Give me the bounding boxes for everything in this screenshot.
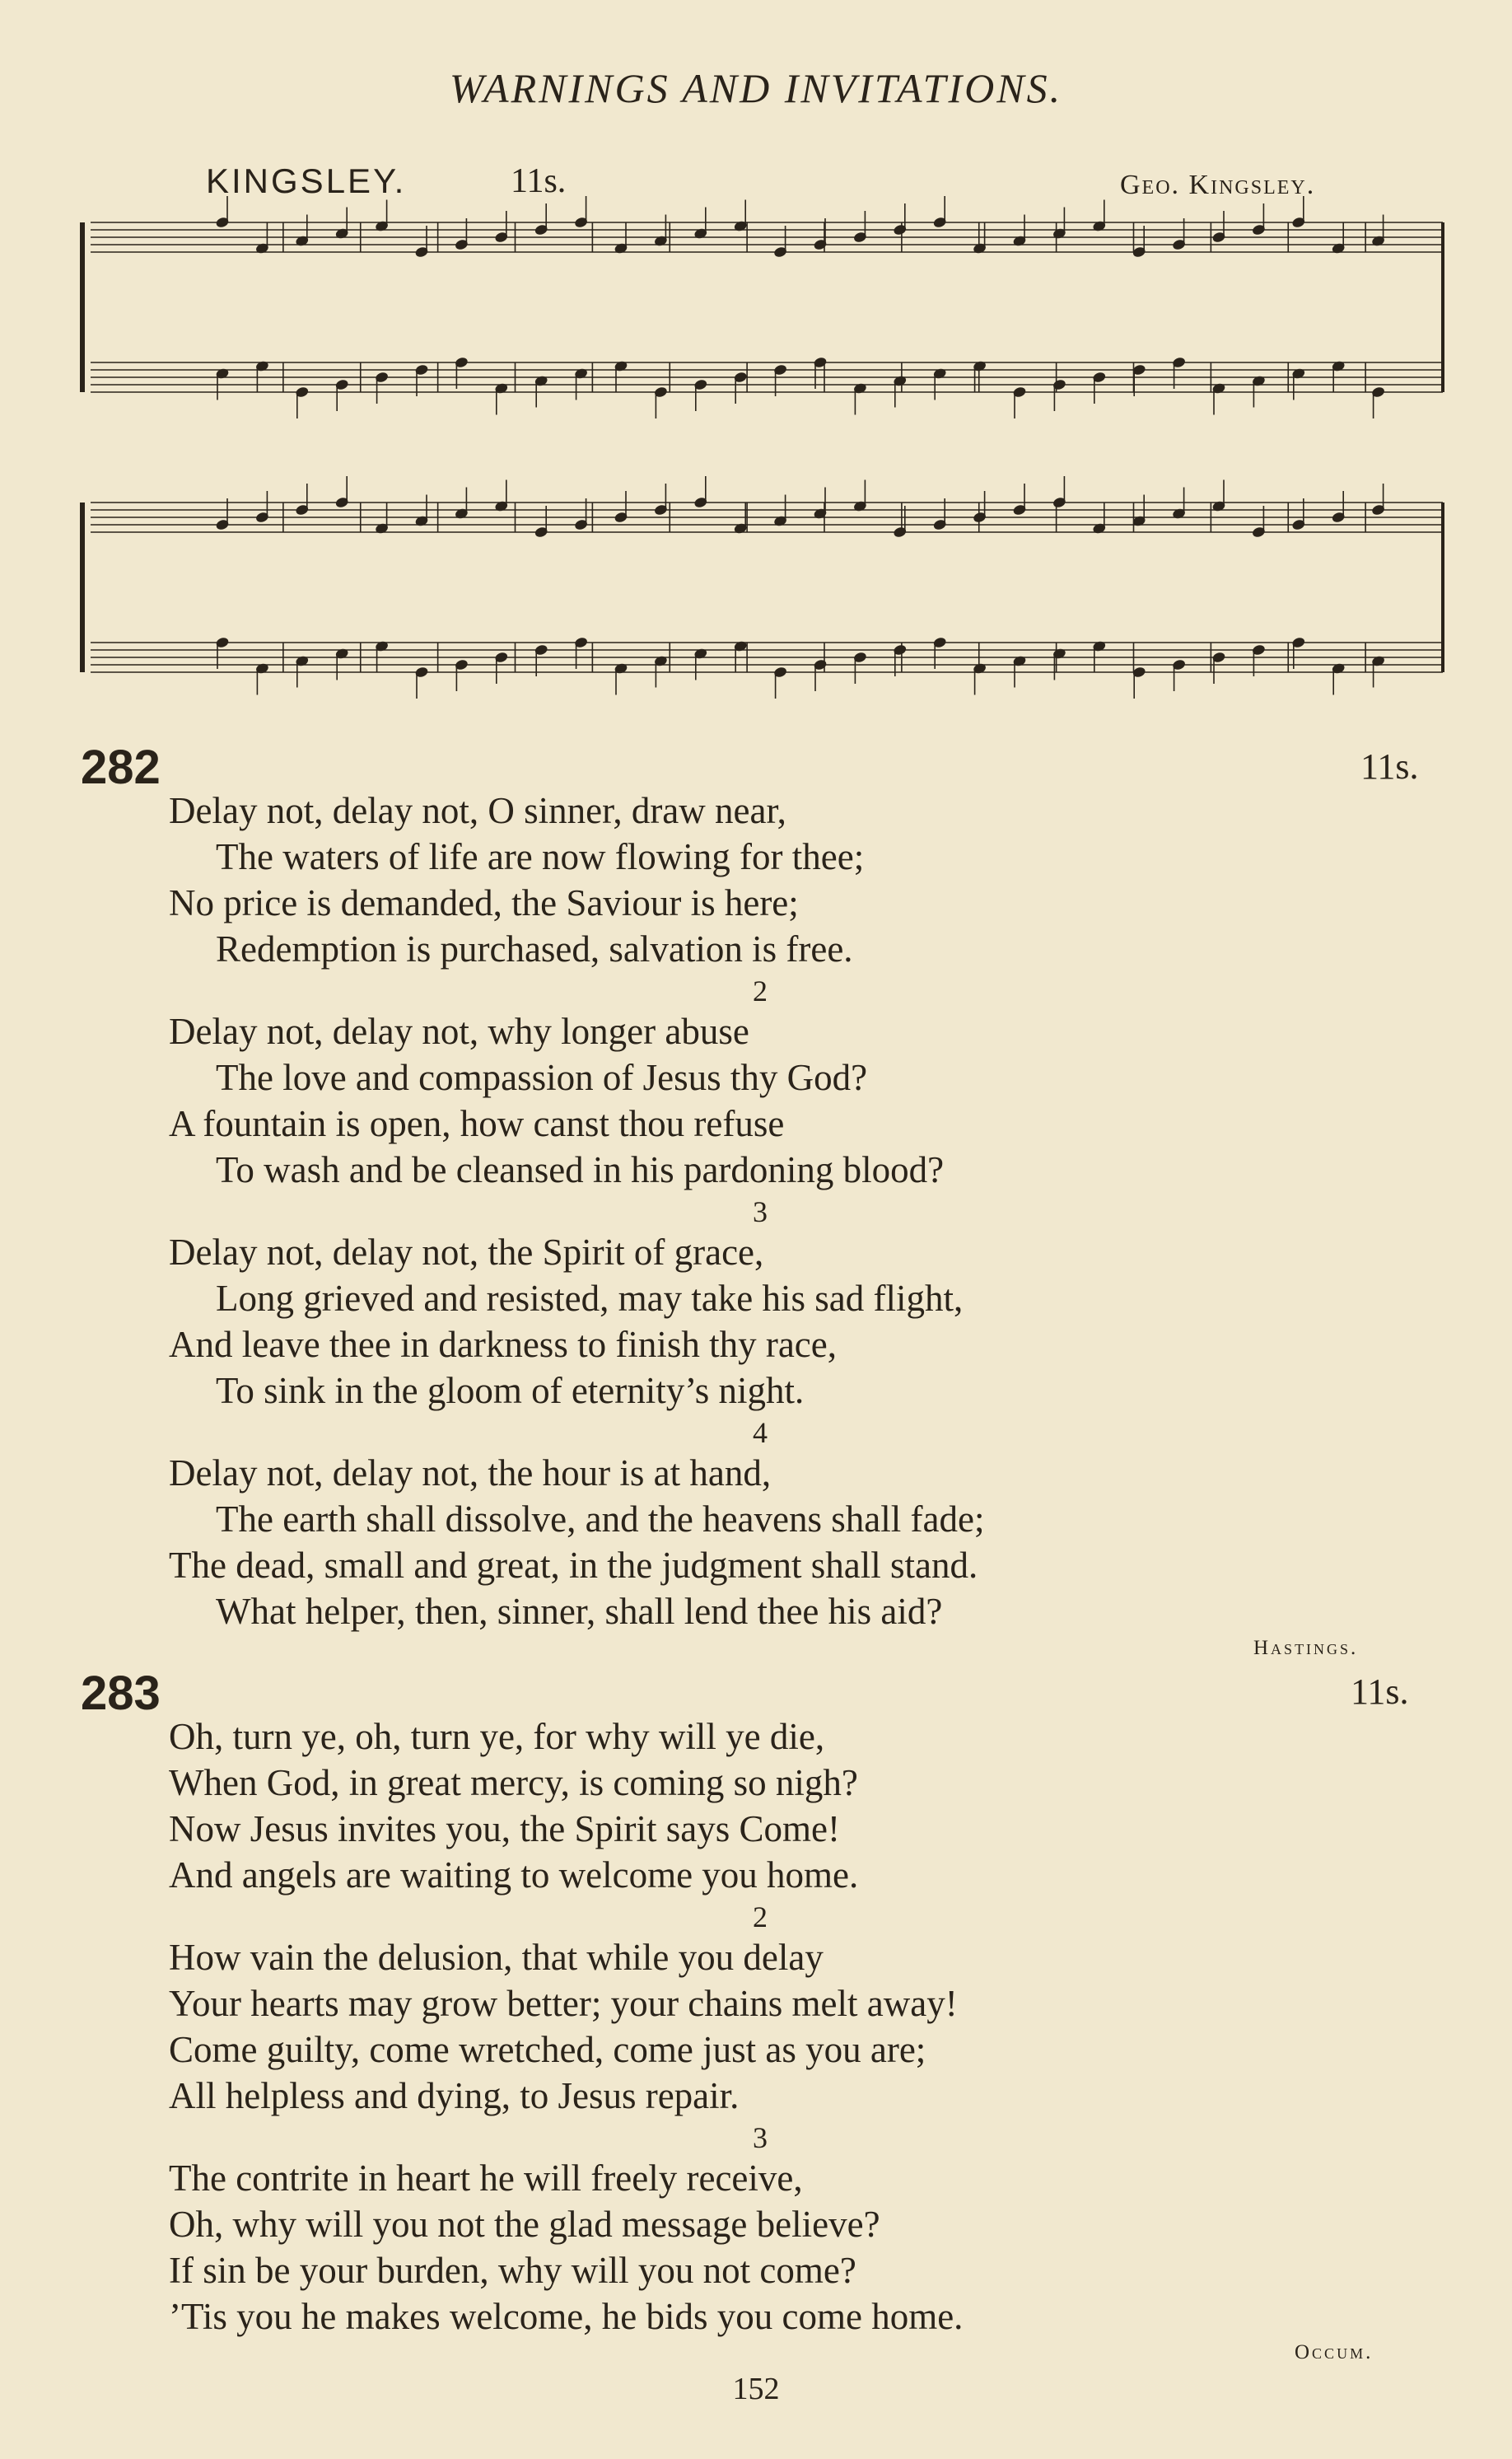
verse-line: The dead, small and great, in the judgment shall stand. — [169, 1545, 978, 1586]
verse-line: The earth shall dissolve, and the heavens shall fade; — [216, 1498, 985, 1540]
hymn-meter-282: 11s. — [1360, 746, 1419, 787]
verse-line: All helpless and dying, to Jesus repair. — [169, 2075, 740, 2116]
stanza-number: 4 — [753, 1416, 768, 1449]
verse-line: When God, in great mercy, is coming so nigh? — [169, 1762, 858, 1803]
verse-line: If sin be your burden, why will you not come? — [169, 2250, 856, 2291]
staff-systems — [82, 196, 1443, 699]
verse-line: Long grieved and resisted, may take his sad flight, — [216, 1278, 964, 1319]
verse-line: To wash and be cleansed in his pardoning blood? — [216, 1149, 945, 1190]
verse-line: The love and compassion of Jesus thy God? — [216, 1057, 868, 1098]
verse-line: Now Jesus invites you, the Spirit says Come! — [169, 1808, 840, 1849]
verse-line: And angels are waiting to welcome you home. — [169, 1854, 859, 1896]
tune-name: KINGSLEY. — [206, 161, 407, 200]
stanza-number: 3 — [753, 2121, 768, 2154]
verse-line: The waters of life are now flowing for thee; — [216, 836, 865, 877]
verse-line: How vain the delusion, that while you delay — [169, 1937, 824, 1978]
verse-line: Oh, turn ye, oh, turn ye, for why will ye die, — [169, 1716, 825, 1757]
verse-line: A fountain is open, how canst thou refuse — [169, 1103, 785, 1144]
hymn-number-282: 282 — [81, 741, 161, 794]
hymn-meter-283: 11s. — [1351, 1671, 1409, 1712]
stanza-number: 3 — [753, 1195, 768, 1228]
author-credit: Hastings. — [1253, 1637, 1359, 1659]
verse-line: Delay not, delay not, the Spirit of grace, — [169, 1232, 764, 1273]
verse-line: Oh, why will you not the glad message believe? — [169, 2204, 880, 2245]
stanza-number: 2 — [753, 975, 768, 1007]
verse-line: And leave thee in darkness to finish thy race, — [169, 1324, 837, 1365]
verse-line: To sink in the gloom of eternity’s night. — [216, 1370, 805, 1411]
stanza-number: 2 — [753, 1900, 768, 1933]
music-score — [0, 0, 1512, 725]
verse-line: No price is demanded, the Saviour is here; — [169, 882, 799, 923]
verse-line: Redemption is purchased, salvation is free. — [216, 928, 853, 970]
page-number: 152 — [732, 2372, 780, 2406]
author-credit: Occum. — [1295, 2341, 1374, 2363]
page-header: WARNINGS AND INVITATIONS. — [449, 65, 1063, 111]
verse-line: Delay not, delay not, the hour is at hand, — [169, 1452, 772, 1494]
verse-line: The contrite in heart he will freely receive, — [169, 2157, 803, 2199]
tune-meter: 11s. — [511, 162, 567, 200]
verse-line: Delay not, delay not, why longer abuse — [169, 1011, 749, 1052]
tune-composer: Geo. Kingsley. — [1120, 170, 1316, 200]
verse-line: What helper, then, sinner, shall lend thee his aid? — [216, 1591, 943, 1632]
hymn-number-283: 283 — [81, 1667, 161, 1720]
verse-line: Your hearts may grow better; your chains melt away! — [169, 1983, 958, 2024]
verse-line: Come guilty, come wretched, come just as you are; — [169, 2029, 926, 2070]
verse-line: Delay not, delay not, O sinner, draw near, — [169, 790, 786, 831]
verse-line: ’Tis you he makes welcome, he bids you come home. — [169, 2296, 964, 2337]
